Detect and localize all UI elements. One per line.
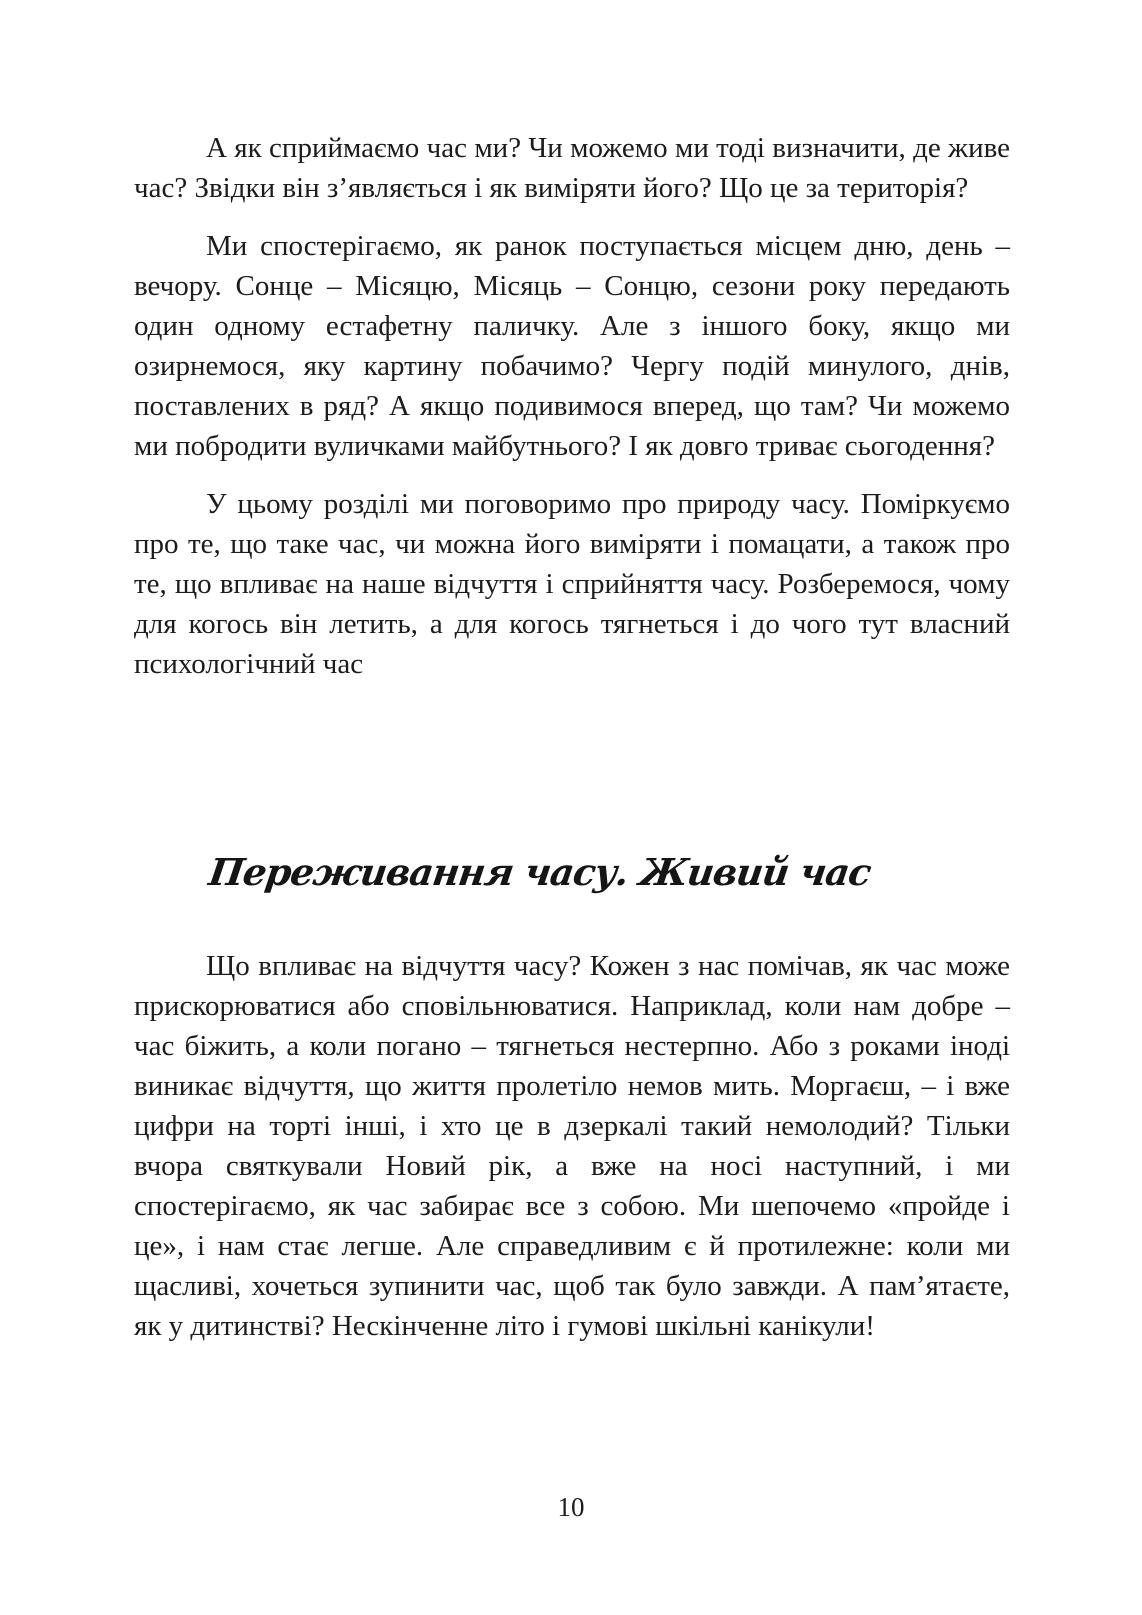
intro-text [134,128,1010,684]
intro-paragraph-3: У цьому розділі ми поговоримо про природу часу. Поміркуємо про те, що таке час, чи можна його виміряти і помацати, а також про те, що впливає на наше відчуття і сприйняття часу. Розберемося, чому для когось він летить, а для когось тягнеться і до чого тут власний психологічний час [134,488,1010,680]
section-text [134,946,1010,1346]
page-number: 10 [557,1492,585,1522]
section-heading: Переживання часу. Живий час [206,850,874,894]
intro-paragraph-1: А як сприймаємо час ми? Чи можемо ми тоді визначити, де живе час? Звідки він з’являється і як виміряти його? Що це за територія? [134,132,1010,204]
intro-paragraph-2: Ми спостерігаємо, як ранок поступається місцем дню, день – вечору. Сонце – Місяцю, Місяць – Сонцю, сезони року передають один одному естафетну паличку. Але з іншого боку, якщо ми озирнемося, яку картину побачимо? Чергу подій минулого, днів, поставлених в ряд? А якщо подивимося вперед, що там? Чи можемо ми побродити вуличками майбутнього? І як довго триває сьогодення? [134,230,1010,462]
section-paragraph-1: Що впливає на відчуття часу? Кожен з нас помічав, як час може прискорюватися або сповільнюватися. Наприклад, коли нам добре – час біжить, а коли погано – тягнеться нестерпно. Або з роками іноді виникає відчуття, що життя пролетіло немов мить. Моргаєш, – і вже цифри на торті інші, і хто це в дзеркалі такий немолодий? Тільки вчора святкували Новий рік, а вже на носі наступний, і ми спостерігаємо, як час забирає все з собою. Ми шепочемо «пройде і це», і нам стає легше. Але справедливим є й протилежне: коли ми щасливі, хочеться зупинити час, щоб так було завжди. А пам’ятаєте, як у дитинстві? Нескінченне літо і гумові шкільні канікули! [134,950,1010,1342]
